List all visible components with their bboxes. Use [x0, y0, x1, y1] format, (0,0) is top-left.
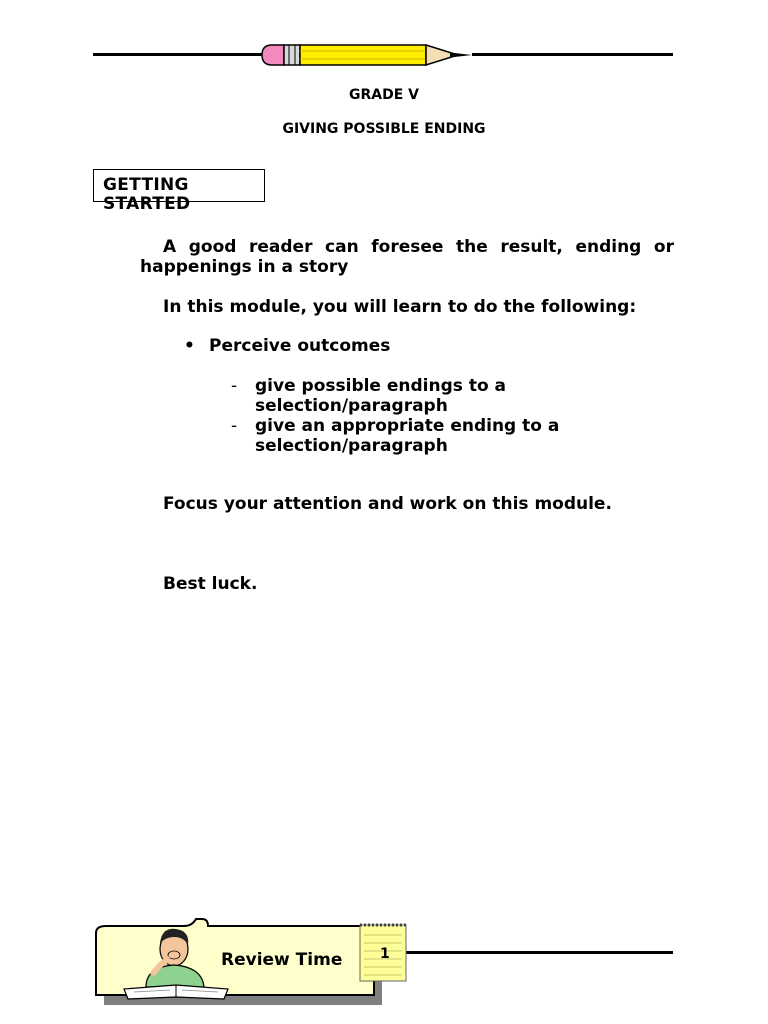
bullet-item: Perceive outcomes — [209, 336, 391, 356]
section-label-line2: STARTED — [103, 194, 191, 214]
dash-marker-1: - — [231, 376, 238, 396]
bullet-marker: • — [184, 336, 195, 356]
footer-label: Review Time — [221, 950, 343, 970]
focus-line: Focus your attention and work on this module. — [163, 494, 612, 514]
section-label: GETTING — [103, 175, 189, 195]
pencil-icon — [258, 40, 476, 70]
intro-paragraph: A good reader can foresee the result, ending or happenings in a story — [140, 237, 674, 277]
closing-line: Best luck. — [163, 574, 258, 594]
sub-item-1: give possible endings to a selection/paragraph — [255, 376, 507, 416]
grade-title: GRADE V — [349, 87, 419, 103]
page-number: 1 — [380, 946, 390, 962]
footer-rule — [405, 951, 673, 954]
header-rule-left — [93, 53, 263, 56]
objectives-intro: In this module, you will learn to do the following: — [163, 297, 637, 317]
header-rule-right — [472, 53, 673, 56]
sub-item-2: give an appropriate ending to a selection/paragraph — [255, 416, 560, 456]
dash-marker-2: - — [231, 416, 238, 436]
section-label-box — [93, 169, 265, 214]
lesson-title: GIVING POSSIBLE ENDING — [282, 121, 486, 137]
